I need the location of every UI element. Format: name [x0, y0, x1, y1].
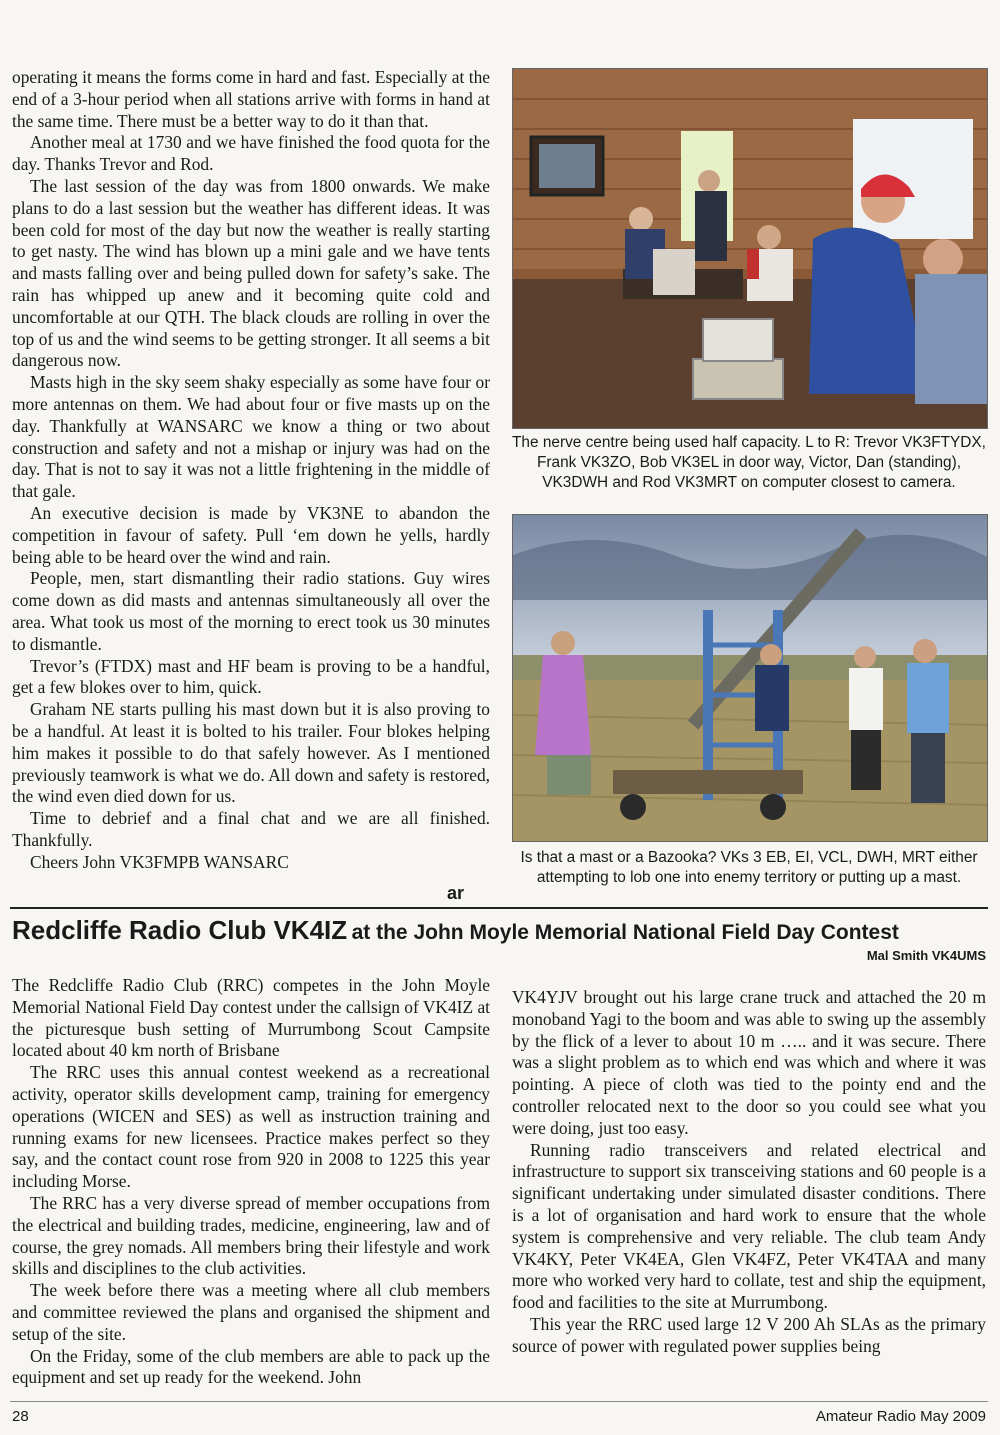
- section-divider: [10, 907, 988, 909]
- photo-nerve-centre: [512, 68, 988, 429]
- page-number: 28: [12, 1408, 29, 1425]
- article2-paragraph: VK4YJV brought out his large crane truck and attached the 20 m monoband Yagi to the boom and was able to swing up the assembly by the flick of a lever to about 10 m ….. and it was secure. There was a slight problem as to which end was which and where it was pointing. A piece of cloth was tied to the pointy end and the controller relocated next to the door so you could see what you were doing, just too easy.: [512, 987, 986, 1138]
- photo-bazooka-mast-caption: Is that a mast or a Bazooka? VKs 3 EB, EI, VCL, DWH, MRT either attempting to lob one into enemy territory or putting up a mast.: [520, 849, 978, 886]
- article2-title-rest: at the John Moyle Memorial National Field Day Contest: [351, 921, 899, 944]
- article2-title-main: Redcliffe Radio Club VK4IZ: [12, 915, 348, 945]
- article2-paragraph: The Redcliffe Radio Club (RRC) competes in the John Moyle Memorial National Field Day contest under the callsign of VK4IZ at the picturesque bush setting of Murrumbong Scout Campsite located about 40 km north of Brisbane: [12, 975, 490, 1061]
- article2-paragraph: This year the RRC used large 12 V 200 Ah SLAs as the primary source of power with regulated power supplies being: [512, 1313, 986, 1356]
- article2-paragraph: The week before there was a meeting where all club members and committee reviewed the plans and organised the shipment and setup of the site.: [12, 1280, 490, 1344]
- publication-name: Amateur Radio May 2009: [815, 1408, 986, 1425]
- article1-paragraph: The last session of the day was from 1800 onwards. We make plans to do a last session but the weather has different ideas. It was been cold for most of the day but now the weather is really starting to get nasty. The wind has blown up a mini gale and we have tents and masts falling over and being pulled down for safety’s sake. The rain has whipped up anew and it becoming quite cold and uncomfortable at our QTH. The black clouds are rolling in over the top of us and the wind seems to be getting stronger. It all seems a bit dangerous now.: [12, 175, 490, 371]
- article2-left-column: [12, 975, 490, 1389]
- article2-right-column: [512, 987, 986, 1358]
- photo-bazooka-mast: [512, 514, 988, 842]
- article2-paragraph: On the Friday, some of the club members are able to pack up the equipment and set up ready for the weekend. John: [12, 1345, 490, 1388]
- article1-paragraph: Time to debrief and a final chat and we are all finished. Thankfully.: [12, 808, 490, 850]
- article1-paragraph: An executive decision is made by VK3NE to abandon the competition in favour of safety. Pull ‘em down he yells, hardly being able to be heard over the wind and rain.: [12, 502, 490, 567]
- article1-paragraph: Masts high in the sky seem shaky especially as some have four or more antennas on them. We had about four or five masts up on the day. Thankfully at WANSARC we know a thing or two about construction and safety and not a mishap or injury was had on the day. That is not to say it was not a little frightening in the middle of that gale.: [12, 372, 490, 502]
- photo-bazooka-mast-illustration: [513, 515, 987, 841]
- article2-paragraph: The RRC has a very diverse spread of member occupations from the electrical and building trades, medicine, engineering, law and of course, the grey nomads. All members bring their lifestyle and work skills and disciplines to the club activities.: [12, 1192, 490, 1279]
- footer-divider: [10, 1401, 988, 1402]
- article1-paragraph: Trevor’s (FTDX) mast and HF beam is proving to be a handful, get a few blokes over to him, quick.: [12, 655, 490, 698]
- article1-paragraph: operating it means the forms come in hard and fast. Especially at the end of a 3-hour period when all stations arrive with forms in hand at the same time. There must be a better way to do it than that.: [12, 67, 490, 131]
- article2-byline: Mal Smith VK4UMS: [866, 948, 986, 963]
- article1-paragraph: Another meal at 1730 and we have finished the food quota for the day. Thanks Trevor and Rod.: [12, 132, 490, 175]
- article1-paragraph: People, men, start dismantling their radio stations. Guy wires come down as did masts and antennas simultaneously all over the area. What took us most of the morning to erect took us 30 minutes to dismantle.: [12, 568, 490, 654]
- article2-paragraph: Running radio transceivers and related electrical and infrastructure to support six transceiving stations and 60 people is a significant undertaking under simulated disaster conditions. There is a lot of organisation and hard work to ensure that the whole system is comprehensive and very reliable. The club team Andy VK4KY, Peter VK4EA, Glen VK4FZ, Peter VK4TAA and many more who worked very hard to collate, test and ship the equipment, food and facilities to the site at Murrumbong.: [512, 1139, 986, 1313]
- article2-headline: [12, 915, 988, 946]
- article1-paragraph: Graham NE starts pulling his mast down but it is also proving to be a handful. At least it is bolted to his trailer. Four blokes helping him makes it possible to do that safely however. As I mentioned previously teamwork is what we do. All down and safety is restored, the wind even died down for us.: [12, 699, 490, 807]
- article-end-mark: ar: [447, 883, 465, 903]
- article1-column: [12, 67, 490, 873]
- article2-paragraph: The RRC uses this annual contest weekend as a recreational activity, operator skills development camp, training for emergency operations (WICEN and SES) as well as instruction training and running exams for new licensees. Practice makes perfect so they say, and the contact count rose from 920 in 2008 to 1225 this year including Morse.: [12, 1062, 490, 1192]
- photo-nerve-centre-caption: The nerve centre being used half capacity. L to R: Trevor VK3FTYDX, Frank VK3ZO, Bob VK3EL in door way, Victor, Dan (standing), VK3DWH and Rod VK3MRT on computer closest to camera.: [512, 434, 986, 491]
- photo-nerve-centre-illustration: [513, 69, 987, 428]
- article1-signoff: Cheers John VK3FMPB WANSARC: [30, 851, 289, 872]
